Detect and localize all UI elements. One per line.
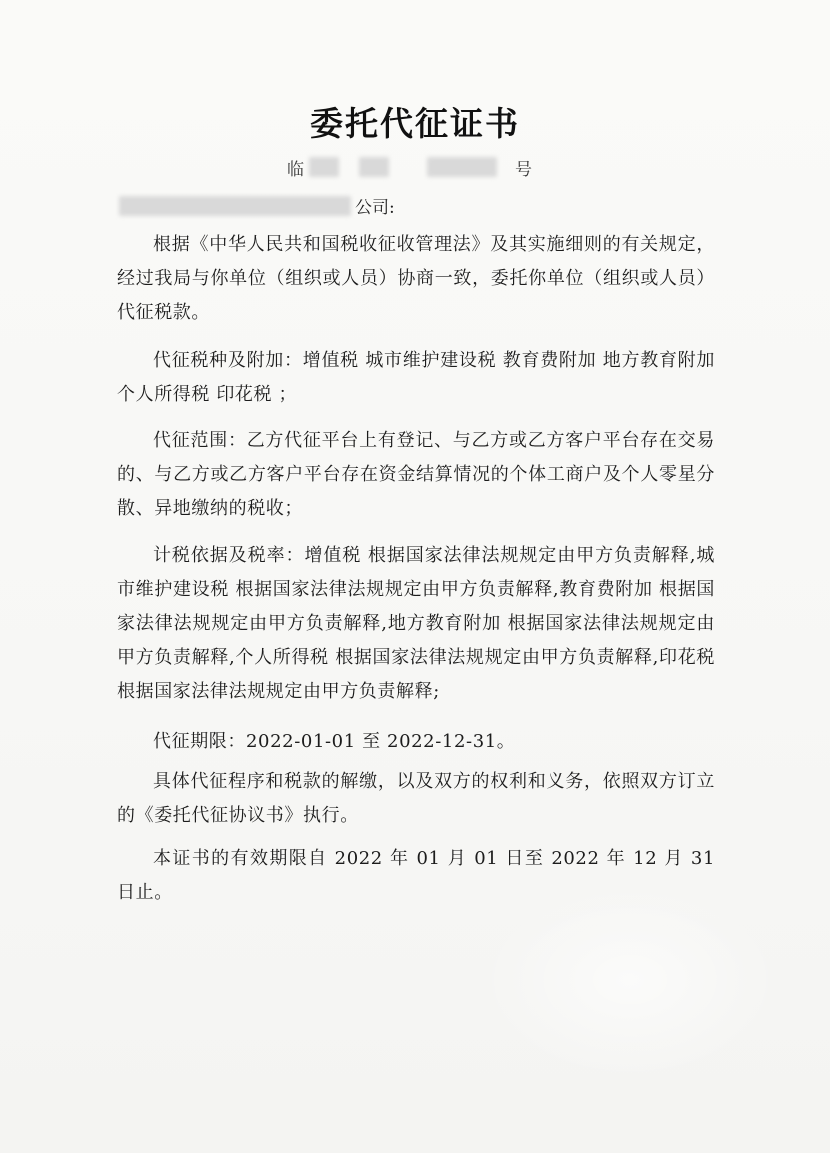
- paragraph-tax-basis: 计税依据及税率：增值税 根据国家法律法规规定由甲方负责解释,城市维护建设税 根据国家法律法规规定由甲方负责解释,教育费附加 根据国家法律法规规定由甲方负责解释,地方教育附加 根据国家法律法规规定由甲方负责解释,个人所得税 根据国家法律法规规定由甲方负责解释,印花税 根据国家法律法规规定由甲方负责解释;: [117, 545, 715, 702]
- addressee: [117, 193, 417, 219]
- paragraph-authorization: 根据《中华人民共和国税收征收管理法》及其实施细则的有关规定，经过我局与你单位（组织或人员）协商一致，委托你单位（组织或人员）代征税款。: [117, 234, 715, 323]
- addressee-suffix: 公司:: [355, 198, 395, 218]
- document-number: [287, 155, 547, 181]
- redacted-company-name: [119, 196, 351, 216]
- paragraph-tax-types: 代征税种及附加：增值税 城市维护建设税 教育费附加 地方教育附加 个人所得税 印花税 ；: [117, 350, 715, 405]
- paper-glare: [480, 880, 780, 1080]
- paragraph-scope: 代征范围：乙方代征平台上有登记、与乙方或乙方客户平台存在交易的、与乙方或乙方客户平台存在资金结算情况的个体工商户及个人零星分散、异地缴纳的税收；: [117, 430, 715, 519]
- document-number-prefix: 临: [287, 160, 304, 180]
- document-number-suffix: 号: [515, 160, 532, 180]
- paragraph-validity: 本证书的有效期限自 2022 年 01 月 01 日至 2022 年 12 月 31 日止。: [117, 848, 715, 903]
- paragraph-procedure: 具体代征程序和税款的解缴，以及双方的权利和义务，依照双方订立的《委托代征协议书》执行。: [117, 771, 715, 826]
- redacted-block: [359, 157, 389, 177]
- document-title: 委托代征证书: [310, 104, 520, 143]
- redacted-block: [427, 157, 497, 177]
- redacted-block: [309, 157, 339, 177]
- paragraph-period: 代征期限：2022-01-01 至 2022-12-31。: [153, 731, 516, 752]
